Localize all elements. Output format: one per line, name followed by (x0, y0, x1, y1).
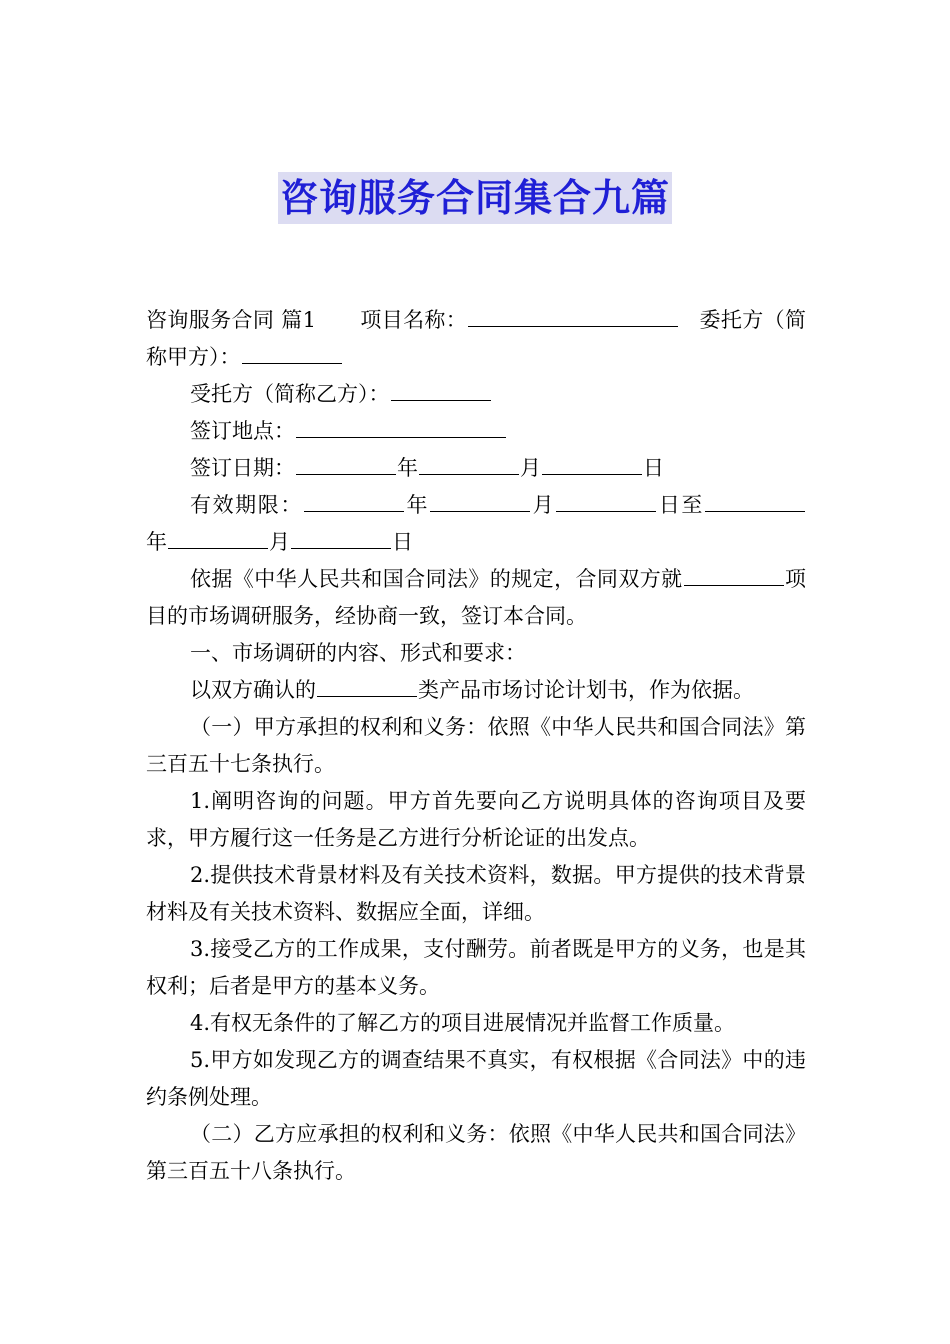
valid-from-year-blank (304, 491, 404, 512)
item-5: 5.甲方如发现乙方的调查结果不真实，有权根据《合同法》中的违约条例处理。 (146, 1048, 806, 1109)
section-1-heading: 一、市场调研的内容、形式和要求： (190, 641, 526, 665)
sign-year-blank (296, 454, 396, 475)
valid-to-year-label: 年 (146, 530, 167, 554)
paragraph-place (146, 413, 806, 450)
paragraph-valid-period (146, 487, 806, 561)
client-blank (242, 343, 342, 364)
paragraph-basis (146, 561, 806, 635)
paragraph-sign-date (146, 450, 806, 487)
contract-heading: 咨询服务合同 篇1 (146, 308, 316, 332)
sign-month-blank (419, 454, 519, 475)
place-label: 签订地点： (190, 419, 295, 443)
party-b-blank (391, 380, 491, 401)
sign-day-label: 日 (643, 456, 664, 480)
part-2-heading: （二）乙方应承担的权利和义务：依照《中华人民共和国合同法》第三百五十八条执行。 (146, 1122, 806, 1183)
sign-month-label: 月 (520, 456, 541, 480)
confirm-text-b: 类产品市场讨论计划书，作为依据。 (418, 678, 754, 702)
client-label: 委托方（简称甲方）： (146, 308, 807, 369)
item-3: 3.接受乙方的工作成果，支付酬劳。前者既是甲方的义务，也是其权利；后者是甲方的基本义务。 (146, 937, 806, 998)
valid-from-month-label: 月 (531, 493, 556, 517)
confirm-text-a: 以双方确认的 (190, 678, 316, 702)
document-title: 咨询服务合同集合九篇 (278, 172, 672, 224)
basis-project-blank (684, 565, 784, 586)
item-2: 2.提供技术背景材料及有关技术资料，数据。甲方提供的技术背景材料及有关技术资料、数据应全面，详细。 (146, 863, 806, 924)
project-name-blank (468, 306, 678, 327)
place-blank (296, 417, 506, 438)
valid-to-day-label: 日 (392, 530, 413, 554)
basis-text-b: 项目的市场调研服务，经协商一致，签订本合同。 (146, 567, 807, 628)
item-1: 1.阐明咨询的问题。甲方首先要向乙方说明具体的咨询项目及要求，甲方履行这一任务是乙方进行分析论证的出发点。 (146, 789, 806, 850)
valid-to-month-blank (168, 528, 268, 549)
valid-until-label: 日至 (657, 493, 705, 517)
valid-from-month-blank (430, 491, 530, 512)
part-1-heading: （一）甲方承担的权利和义务：依照《中华人民共和国合同法》第三百五十七条执行。 (146, 715, 806, 776)
sign-date-label: 签订日期： (190, 456, 295, 480)
sign-year-label: 年 (397, 456, 418, 480)
party-b-label: 受托方（简称乙方）： (190, 382, 390, 406)
valid-from-day-blank (556, 491, 656, 512)
valid-to-month-label: 月 (269, 530, 290, 554)
basis-text-a: 依据《中华人民共和国合同法》的规定，合同双方就 (190, 567, 683, 591)
document-body (146, 302, 806, 1190)
project-name-label: 项目名称： (359, 308, 468, 332)
item-4: 4.有权无条件的了解乙方的项目进展情况并监督工作质量。 (190, 1011, 736, 1035)
valid-to-day-blank (291, 528, 391, 549)
confirm-product-blank (317, 676, 417, 697)
sign-day-blank (542, 454, 642, 475)
valid-label: 有效期限： (190, 493, 303, 517)
paragraph-confirm (146, 672, 806, 709)
paragraph-party-b (146, 376, 806, 413)
valid-to-year-blank (705, 491, 805, 512)
document-title-wrap (0, 172, 950, 232)
valid-from-year-label: 年 (404, 493, 430, 517)
paragraph-intro (146, 302, 806, 376)
